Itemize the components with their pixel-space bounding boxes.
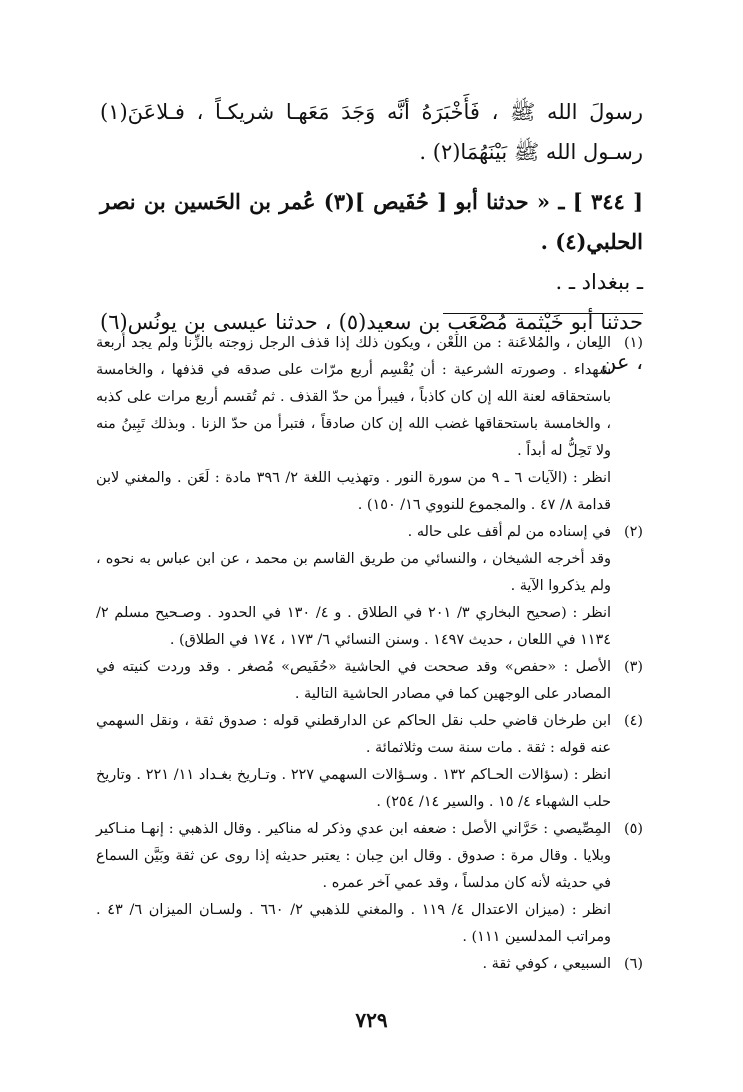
footnote-text: انظر : (الآيات ٦ ـ ٩ من سورة النور . وتهذيب اللغة ٢/ ٣٩٦ مادة : لَعَن . والمغني لابن قدامة ٨/ ٤٧ . والمجموع للنووي ١٦/ ١٥٠) .: [96, 470, 611, 513]
footnote-number: (٥): [624, 821, 643, 837]
footnote-text: انظر : (ميزان الاعتدال ٤/ ١١٩ . والمغني للذهبي ٢/ ٦٦٠ . ولسـان الميزان ٦/ ٤٣ . ومراتب المدلسين ١١١) .: [96, 902, 611, 945]
footnotes: [96, 330, 643, 978]
footnote-text: الأصل : «حفص» وقد صححت في الحاشية «حُفَيص» مُصغر . وقد وردت كنيته في المصادر على الوجهين كما في مصادر الحاشية التالية .: [96, 659, 611, 702]
footnote-text: انظر : (صحيح البخاري ٣/ ٢٠١ في الطلاق . و ٤/ ١٣٠ في الحدود . وصـحيح مسلم ٢/ ١١٣٤ في اللعان ، حديث ١٤٩٧ . وسنن النسائي ٦/ ١٧٣ ، ١٧٤ في الطلاق) .: [96, 605, 611, 648]
footnote-number: (١): [624, 335, 643, 351]
footnote-4: [96, 708, 643, 816]
footnote-6: [96, 951, 643, 978]
footnote-text: انظر : (سؤالات الحـاكم ١٣٢ . وسـؤالات السهمي ٢٢٧ . وتـاريخ بغـداد ١١/ ٢٢١ . وتاريخ حلب الشهباء ٤/ ١٥ . والسير ١٤/ ٢٥٤) .: [96, 767, 611, 810]
hadith-heading: [ ٣٤٤ ] ـ « حدثنا أبو [ حُفَيص ](٣) عُمر بن الحَسين بن نصر الحلبي(٤) .: [100, 189, 644, 254]
footnote-text: في إسناده من لم أقف على حاله .: [407, 524, 611, 540]
footnote-number: (٣): [624, 659, 643, 675]
main-line-4: حدثنا أبو خَيْثمة مُصْعَب بن سعيد(٥) ، حدثنا عيسى بن يونُس(٦) ، عن: [100, 310, 643, 374]
footnote-number: (٢): [624, 524, 643, 540]
footnote-text: السبيعي ، كوفي ثقة .: [482, 956, 611, 972]
footnote-text: المِصِّيصي : حَرَّاني الأصل : ضعفه ابن عدي وذكر له مناكير . وقال الذهبي : إنهـا منـاكير وبلايا . وقال مرة : صدوق . وقال ابن حِبان : يعتبر حديثه إذا روى عن ثقة وبَيَّن السماع في حديثه لأنه كان مدلساً ، وقد عمي آخر عمره .: [96, 821, 611, 891]
footnote-5: [96, 816, 643, 951]
footnote-text: وقد أخرجه الشيخان ، والنسائي من طريق القاسم بن محمد ، عن ابن عباس به نحوه ، ولم يذكروا الآية .: [96, 551, 611, 594]
place-line: ـ ببغداد ـ .: [555, 270, 643, 294]
footnote-divider: [443, 313, 643, 314]
page-number: ٧٢٩: [355, 1008, 388, 1032]
footnote-2: [96, 519, 643, 654]
footnote-3: [96, 654, 643, 708]
footnote-number: (٦): [624, 956, 643, 972]
footnote-1: [96, 330, 643, 519]
footnote-text: اللِعان ، والمُلاعَنة : من اللَعْن ، ويكون ذلك إذا قذف الرجل زوجته بالزِّنا ولم يجد أربعة شهداء . وصورته الشرعية : أن يُقْسِم أربع مرّات على صدقه في قذفها ، والخامسة باستحقاقه لعنة الله إن كان كاذباً ، فيبرأ من حدّ القذف . ثم تُقسم أربع مرات على كذبه ، والخامسة باستحقاقها غضب الله إن كان صادقاً ، فتبرأ من حدّ الزنا . وبذلك تَبِينُ منه ولا تَحِلُّ له أبداً .: [96, 335, 611, 459]
main-line-1: رسولَ الله ﷺ ، فَأَخْبَرَهُ أنَّه وَجَدَ مَعَهـا شريكـاً ، فـلاعَنَ(١) رسـول الله ﷺ بَيْنَهُمَا(٢) .: [100, 100, 643, 164]
footnote-number: (٤): [624, 713, 643, 729]
footnote-text: ابن طرخان قاضي حلب نقل الحاكم عن الدارقطني قوله : صدوق ثقة ، ونقل السهمي عنه قوله : ثقة . مات سنة ست وثلاثمائة .: [96, 713, 611, 756]
